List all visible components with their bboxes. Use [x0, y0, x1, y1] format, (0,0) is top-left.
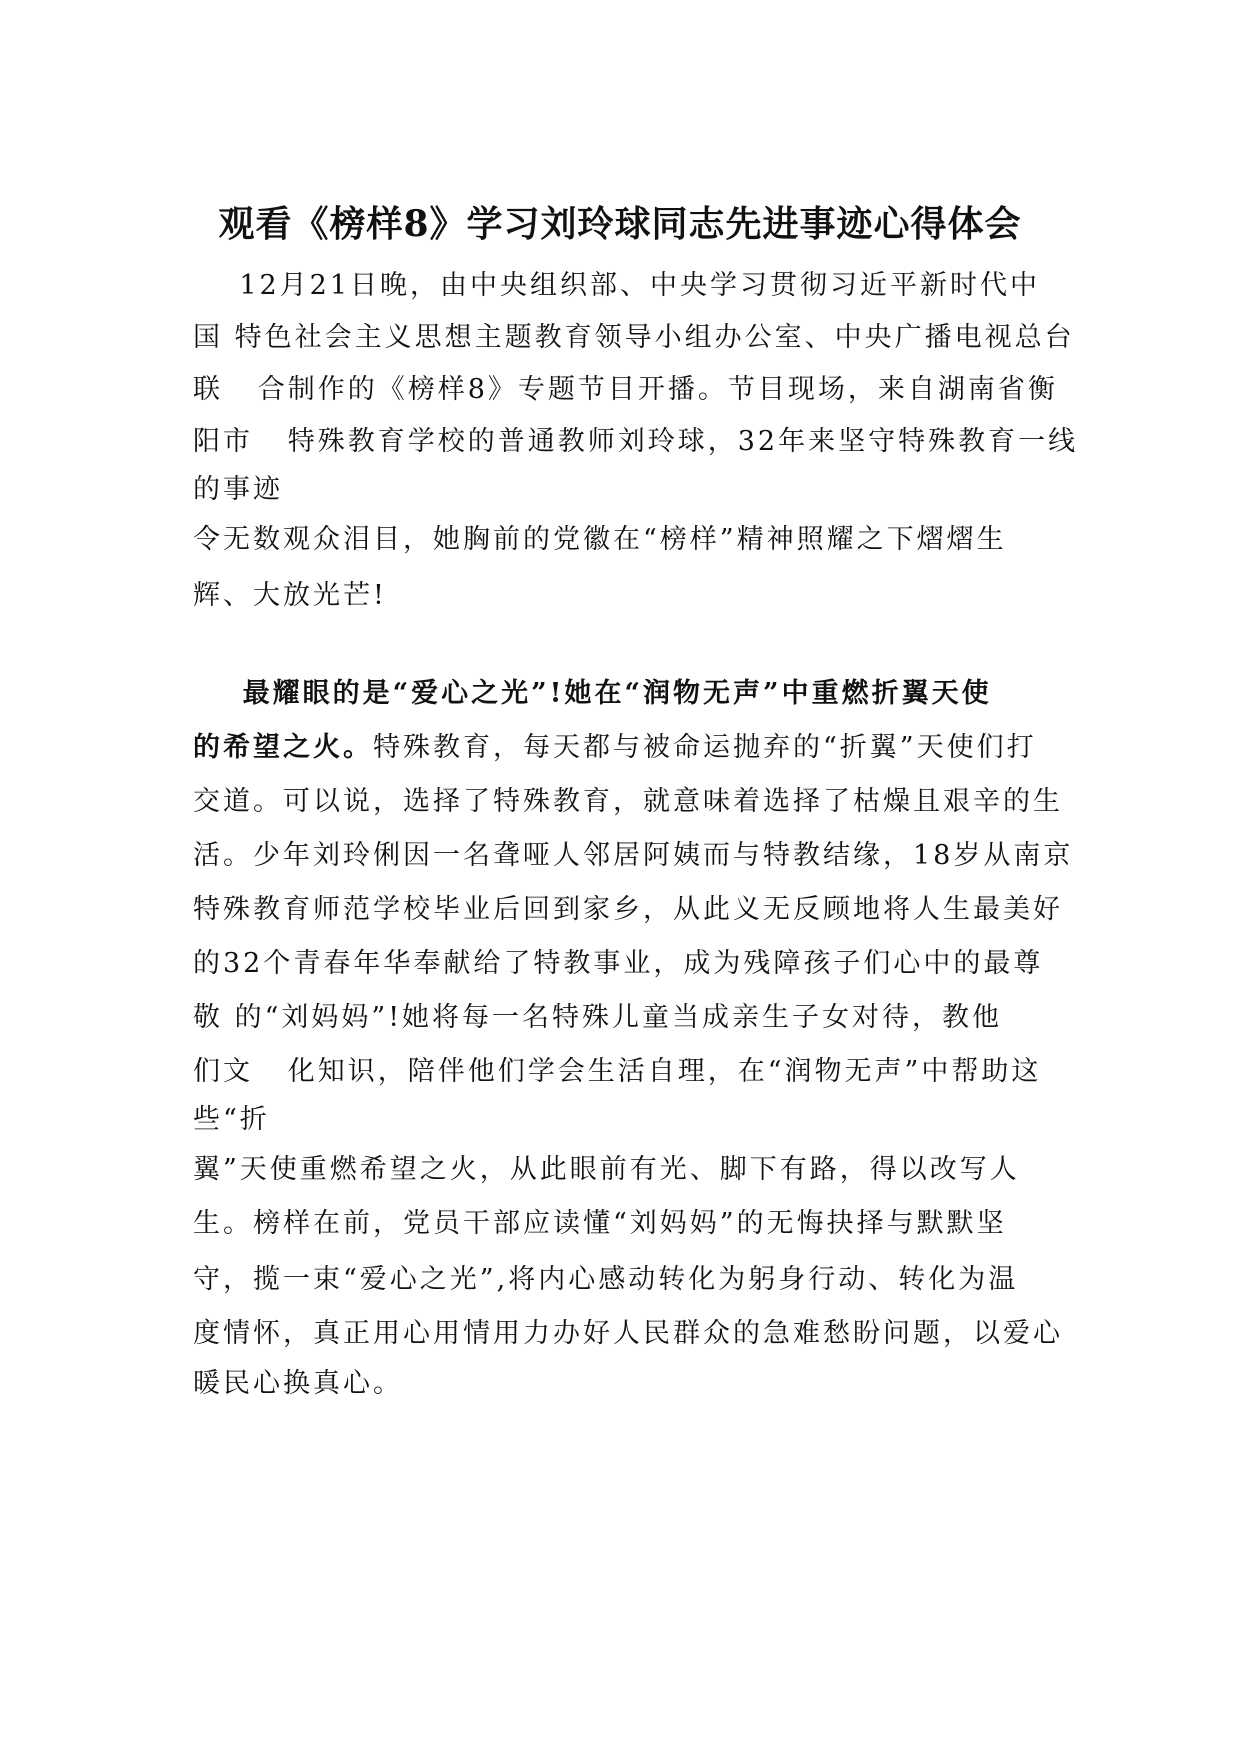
- paragraph-2-line-2: [193, 730, 1037, 766]
- paragraph-2-line-4: 活。少年刘玲俐因一名聋哑人邻居阿姨而与特教结缘，18岁从南京: [193, 840, 1074, 871]
- paragraph-2-bold-line-1: 最耀眼的是“爱心之光”!她在“润物无声”中重燃折翼天使: [193, 678, 992, 709]
- paragraph-1-line-7: 辉、大放光芒!: [193, 580, 387, 611]
- paragraph-1-line-4: 阳市 特殊教育学校的普通教师刘玲球，32年来坚守特殊教育一线: [193, 426, 1079, 457]
- paragraph-2-line-14: 暖民心换真心。: [193, 1368, 403, 1399]
- paragraph-1-line-5: 的事迹: [193, 474, 283, 505]
- paragraph-2-line-8: 们文 化知识，陪伴他们学会生活自理，在“润物无声”中帮助这: [193, 1056, 1042, 1087]
- paragraph-2-line-5: 特殊教育师范学校毕业后回到家乡，从此义无反顾地将人生最美好: [193, 894, 1063, 925]
- paragraph-1-line-3: 联 合制作的《榜样8》专题节目开播。节目现场，来自湖南省衡: [193, 374, 1058, 405]
- document-title: 观看《榜样8》学习刘玲球同志先进事迹心得体会: [218, 203, 1022, 245]
- paragraph-2-line-12: 守，揽一束“爱心之光”,将内心感动转化为躬身行动、转化为温: [193, 1264, 1019, 1295]
- paragraph-2-line-3: 交道。可以说，选择了特殊教育，就意味着选择了枯燥且艰辛的生: [193, 786, 1063, 817]
- paragraph-2-line-10: 翼”天使重燃希望之火，从此眼前有光、脚下有路，得以改写人: [193, 1154, 1020, 1185]
- paragraph-2-line-7: 敬 的“刘妈妈”!她将每一名特殊儿童当成亲生子女对待，教他: [193, 1002, 1003, 1033]
- paragraph-2-line-13: 度情怀，真正用心用情用力办好人民群众的急难愁盼问题，以爱心: [193, 1318, 1063, 1349]
- paragraph-2-bold-lead: 的希望之火。: [193, 732, 373, 763]
- paragraph-2-line-6: 的32个青春年华奉献给了特教事业，成为残障孩子们心中的最尊: [193, 948, 1044, 979]
- paragraph-1-line-6: 令无数观众泪目，她胸前的党徽在“榜样”精神照耀之下熠熠生: [193, 524, 1007, 555]
- paragraph-2-line-2-rest: 特殊教育，每天都与被命运抛弃的“折翼”天使们打: [373, 732, 1037, 763]
- paragraph-1-line-2: 国 特色社会主义思想主题教育领导小组办公室、中央广播电视总台: [193, 322, 1075, 353]
- paragraph-1-line-1: 12月21日晚，由中央组织部、中央学习贯彻习近平新时代中: [193, 270, 1041, 301]
- paragraph-2-line-11: 生。榜样在前，党员干部应读懂“刘妈妈”的无悔抉择与默默坚: [193, 1208, 1007, 1239]
- paragraph-2-line-9: 些“折: [193, 1104, 270, 1135]
